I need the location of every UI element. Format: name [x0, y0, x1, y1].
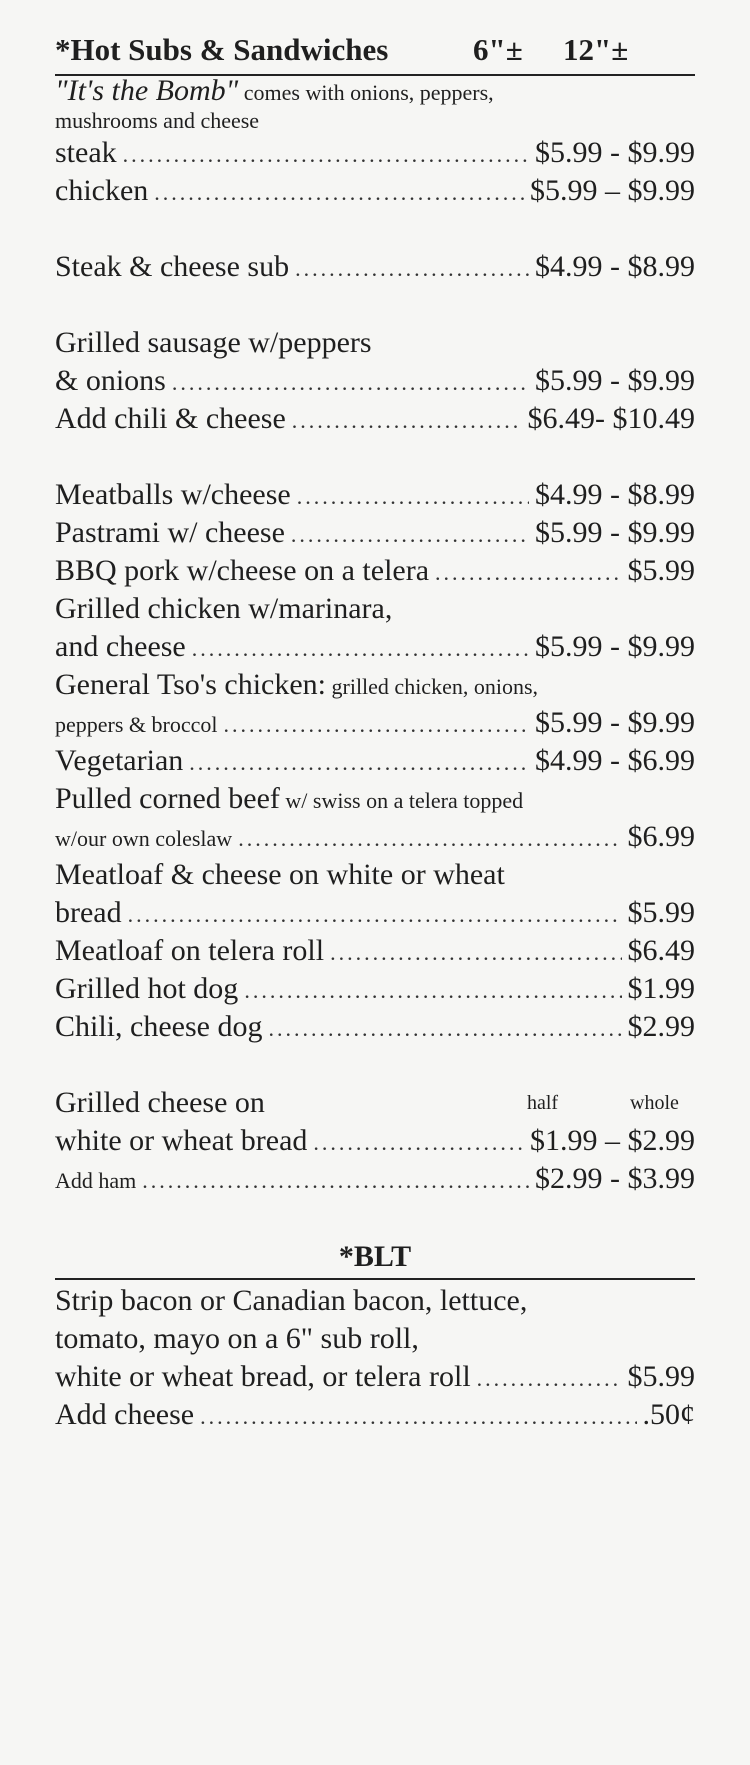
item-name: Pulled corned beef — [55, 782, 280, 815]
hot-subs-title: *Hot Subs & Sandwiches — [55, 32, 389, 67]
item-price: $5.99 - $9.99 — [535, 364, 695, 397]
menu-item-blt-add-cheese — [55, 1398, 695, 1432]
item-price: $2.99 - $3.99 — [535, 1162, 695, 1195]
item-price: $1.99 – $2.99 — [530, 1124, 695, 1157]
menu-item-sausage — [55, 364, 695, 398]
item-name: BBQ pork w/cheese on a telera — [55, 554, 430, 587]
menu-item-vegetarian — [55, 744, 695, 778]
blt-divider — [55, 1278, 695, 1280]
menu-item-pastrami — [55, 516, 695, 550]
bomb-desc-2: mushrooms and cheese — [55, 108, 260, 133]
menu-item-grilled-chicken-l1: Grilled chicken w/marinara, — [55, 592, 393, 625]
menu-item-corned-beef — [55, 820, 695, 854]
item-name: chicken — [55, 174, 149, 207]
item-price: $1.99 — [627, 972, 695, 1005]
item-price: $5.99 — [627, 1360, 695, 1393]
item-price: $5.99 – $9.99 — [530, 174, 695, 207]
menu-item-corned-beef-l1 — [55, 782, 695, 816]
item-desc: w/ swiss on a telera topped — [279, 788, 524, 813]
item-name: Vegetarian — [55, 744, 184, 777]
item-name: white or wheat bread — [55, 1124, 308, 1157]
menu-item-meatballs — [55, 478, 695, 512]
menu-item-grilled-chicken — [55, 630, 695, 664]
menu-item-grilled-cheese — [55, 1124, 695, 1158]
item-name: Meatloaf on telera roll — [55, 934, 325, 967]
item-name: bread — [55, 896, 122, 929]
item-price: $5.99 - $9.99 — [535, 706, 695, 739]
blt-title: *BLT — [338, 1240, 412, 1273]
item-price: $6.99 — [627, 820, 695, 853]
blt-desc-1: Strip bacon or Canadian bacon, lettuce, — [55, 1284, 528, 1317]
item-name: peppers & broccol — [55, 712, 218, 737]
half-label: half — [527, 1092, 559, 1114]
item-name: Grilled hot dog — [55, 972, 239, 1005]
bomb-desc-1: comes with onions, peppers, — [238, 80, 494, 105]
item-price: $5.99 - $9.99 — [535, 136, 695, 169]
item-name: & onions — [55, 364, 166, 397]
item-price: $2.99 — [627, 1010, 695, 1043]
menu-item-bbq-pork — [55, 554, 695, 588]
item-name: General Tso's chicken: — [55, 668, 326, 701]
menu-item-general-tso — [55, 706, 695, 740]
item-name: and cheese — [55, 630, 186, 663]
item-name: Meatballs w/cheese — [55, 478, 291, 511]
item-name: w/our own coleslaw — [55, 826, 233, 851]
col-12-inch: 12"± — [563, 32, 629, 67]
item-name: Pastrami w/ cheese — [55, 516, 285, 549]
menu-item-grilled-cheese-l1: Grilled cheese on — [55, 1086, 265, 1119]
menu-item-blt — [55, 1360, 695, 1394]
menu-item-hot-dog — [55, 972, 695, 1006]
hot-subs-header — [55, 32, 695, 76]
bomb-name: "It's the Bomb" — [55, 74, 239, 107]
menu-item-meatloaf-cheese — [55, 896, 695, 930]
item-name: white or wheat bread, or telera roll — [55, 1360, 471, 1393]
item-price: $6.49- $10.49 — [527, 402, 695, 435]
menu-item-meatloaf-cheese-l1: Meatloaf & cheese on white or wheat — [55, 858, 505, 891]
item-price: .50¢ — [642, 1398, 695, 1431]
col-6-inch: 6"± — [473, 32, 523, 67]
item-name: steak — [55, 136, 117, 169]
menu-item-steak — [55, 136, 695, 170]
item-price: $4.99 - $8.99 — [535, 250, 695, 283]
menu-item-chili-dog — [55, 1010, 695, 1044]
item-price: $4.99 - $8.99 — [535, 478, 695, 511]
blt-desc-2: tomato, mayo on a 6" sub roll, — [55, 1322, 419, 1355]
item-price: $5.99 - $9.99 — [535, 630, 695, 663]
menu-item-general-tso-l1 — [55, 668, 695, 702]
bomb-line — [55, 74, 695, 108]
item-name: Add ham — [55, 1168, 137, 1193]
menu-item-chicken — [55, 174, 695, 208]
item-name: Add chili & cheese — [55, 402, 286, 435]
whole-label: whole — [630, 1092, 679, 1114]
item-desc: grilled chicken, onions, — [326, 674, 539, 699]
menu-item-add-ham — [55, 1162, 695, 1196]
item-price: $4.99 - $6.99 — [535, 744, 695, 777]
item-price: $6.49 — [627, 934, 695, 967]
menu-item-sausage-l1: Grilled sausage w/peppers — [55, 326, 372, 359]
item-name: Steak & cheese sub — [55, 250, 290, 283]
menu-item-meatloaf-telera — [55, 934, 695, 968]
item-name: Add cheese — [55, 1398, 195, 1431]
item-price: $5.99 — [627, 896, 695, 929]
item-name: Chili, cheese dog — [55, 1010, 263, 1043]
item-price: $5.99 — [627, 554, 695, 587]
menu-item-steak-cheese — [55, 250, 695, 284]
menu-item-add-chili — [55, 402, 695, 436]
item-price: $5.99 - $9.99 — [535, 516, 695, 549]
